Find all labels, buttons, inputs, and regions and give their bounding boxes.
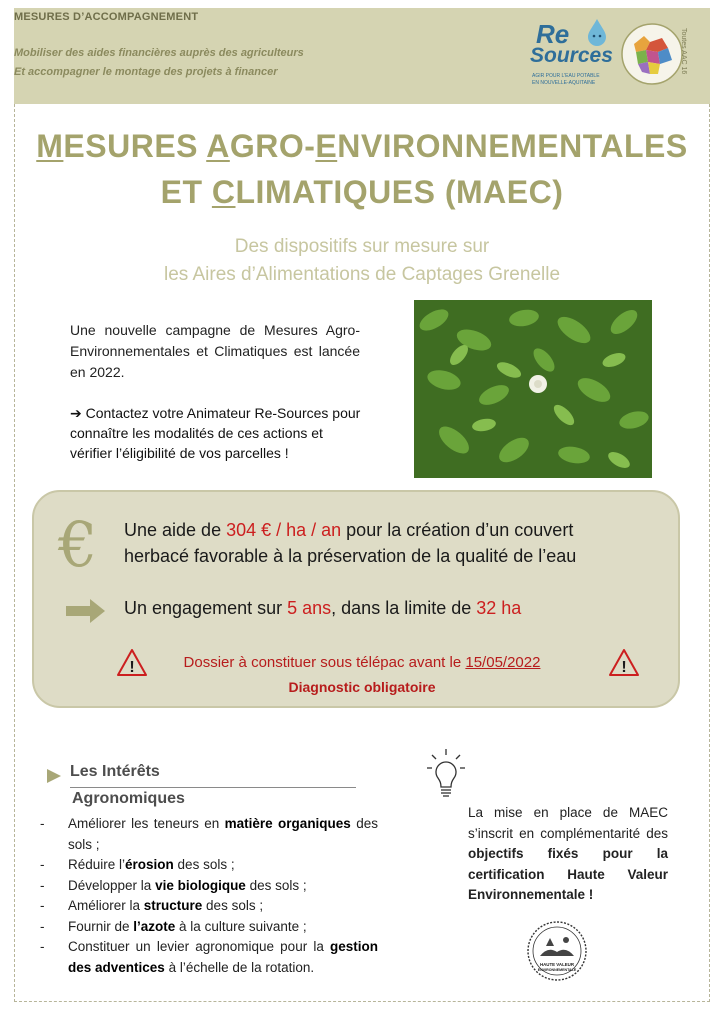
benefit-text: à la culture suivante ;	[175, 918, 307, 934]
certification-text: La mise en place de MAEC s’inscrit en complémentarité des	[468, 805, 668, 841]
benefit-text: Améliorer les teneurs en	[68, 816, 225, 831]
engagement-years: 5 ans	[287, 598, 332, 618]
title-initial-e: E	[315, 128, 338, 164]
benefit-item	[40, 876, 378, 897]
title-part-gro: GRO-	[229, 128, 316, 164]
title-part-esures: ESURES	[63, 128, 207, 164]
contact-paragraph	[70, 403, 366, 463]
arrow-bullet-icon: ➔	[70, 405, 82, 421]
aac-map-icon	[620, 22, 684, 86]
hve-logo-text-2: ENVIRONNEMENTALE	[537, 968, 577, 972]
benefit-item	[40, 896, 378, 917]
aac-map-logo	[620, 22, 700, 96]
title-part-et: ET	[160, 174, 212, 210]
logo-sources-text: Sources	[530, 44, 613, 67]
main-title-line-1	[0, 128, 724, 165]
benefit-text: Développer la	[68, 877, 156, 893]
clover-field-photo	[414, 300, 652, 478]
benefit-item	[40, 937, 378, 978]
benefit-keyword: vie biologique	[155, 877, 246, 893]
section-title-agronomiques: Agronomiques	[72, 790, 185, 807]
dossier-date: 15/05/2022	[465, 654, 541, 671]
intro-paragraph: Une nouvelle campagne de Mesures Agro-Environnementales et Climatiques est lancée en 2022.	[70, 322, 360, 380]
hve-logo-text-1: HAUTE VALEUR	[539, 962, 575, 967]
arrow-right-icon	[66, 598, 106, 624]
subtitle-line-2: les Aires d’Alimentations de Captages Grenelle	[163, 264, 561, 285]
benefit-item	[40, 814, 378, 855]
benefit-text: Réduire l’	[68, 857, 126, 872]
title-initial-c: C	[211, 174, 236, 210]
aid-line-1	[124, 520, 573, 541]
benefit-text: des sols ;	[68, 816, 378, 852]
resources-logo	[530, 18, 613, 94]
certification-paragraph	[468, 803, 668, 906]
benefit-text: Constituer un levier agronomique pour la	[68, 939, 330, 954]
warning-glyph-right: !	[621, 659, 627, 676]
engagement-text-mid: , dans la limite de	[331, 598, 477, 618]
benefit-keyword: l’azote	[133, 918, 176, 934]
triangle-bullet-icon	[46, 768, 62, 784]
water-drop-icon	[586, 18, 608, 46]
title-part-nvironnementales: NVIRONNEMENTALES	[337, 128, 688, 164]
aid-line-2: herbacé favorable à la préservation de la qualité de l’eau	[124, 546, 577, 566]
aac-ring-text: Toutes AAC 16	[680, 28, 687, 75]
benefit-text: à l’échelle de la rotation.	[164, 959, 315, 975]
hve-logo	[526, 920, 588, 982]
aid-text-couvert: création d’un couvert	[406, 520, 574, 540]
subtitle-line-1: Des dispositifs sur mesure sur	[234, 236, 490, 257]
certification-bold-text: objectifs fixés pour la certification Haute Valeur Environnementale !	[468, 846, 668, 902]
lightbulb-icon	[426, 748, 466, 804]
title-initial-a: A	[206, 128, 230, 164]
engagement-line	[124, 598, 521, 619]
title-part-limatiques: LIMATIQUES (MAEC)	[235, 174, 564, 210]
dossier-deadline	[0, 654, 724, 671]
benefit-text: des sols ;	[245, 877, 307, 893]
warning-glyph-left: !	[129, 659, 135, 676]
benefit-text: Améliorer la	[68, 898, 144, 913]
main-title-line-2	[0, 174, 724, 211]
section-title-interets: Les Intérêts	[70, 763, 160, 780]
logo-re-text: Re	[536, 19, 570, 49]
aid-amount: 304 € / ha / an	[226, 520, 342, 540]
aid-text-pre: Une aide de	[124, 520, 227, 540]
benefit-keyword: érosion	[125, 857, 174, 872]
section-underline	[70, 787, 356, 788]
dossier-text: Dossier à constituer sous télépac avant le	[183, 654, 466, 671]
benefit-keyword: structure	[143, 898, 203, 913]
engagement-text-pre: Un engagement sur	[124, 598, 288, 618]
aid-text-mid: pour la	[341, 520, 407, 540]
engagement-hectares: 32 ha	[476, 598, 522, 618]
benefit-text: des sols ;	[173, 857, 235, 872]
diagnostic-notice: Diagnostic obligatoire	[288, 679, 436, 695]
benefit-item	[40, 917, 378, 938]
euro-icon: €	[58, 508, 98, 581]
benefit-keyword: matière organiques	[224, 816, 351, 831]
benefit-item	[40, 855, 378, 876]
logo-tagline-1: AGIR POUR L'EAU POTABLE	[532, 73, 600, 79]
benefits-list	[40, 814, 378, 978]
contact-text: Contactez votre Animateur Re-Sources pour connaître les modalités de ces actions et vérifier l’éligibilité de vos parcelles !	[70, 405, 361, 461]
benefit-keyword: gestion des adventices	[68, 939, 378, 975]
title-initial-m: M	[36, 128, 64, 164]
benefit-text: Fournir de	[68, 918, 134, 934]
logo-tagline-2: EN NOUVELLE-AQUITAINE	[532, 80, 596, 86]
benefit-text: des sols ;	[202, 898, 264, 913]
header-kicker: MESURES D’ACCOMPAGNEMENT	[14, 11, 199, 23]
header-line-1: Mobiliser des aides financières auprès des agriculteurs	[14, 47, 304, 59]
header-line-2: Et accompagner le montage des projets à financer	[14, 66, 278, 78]
